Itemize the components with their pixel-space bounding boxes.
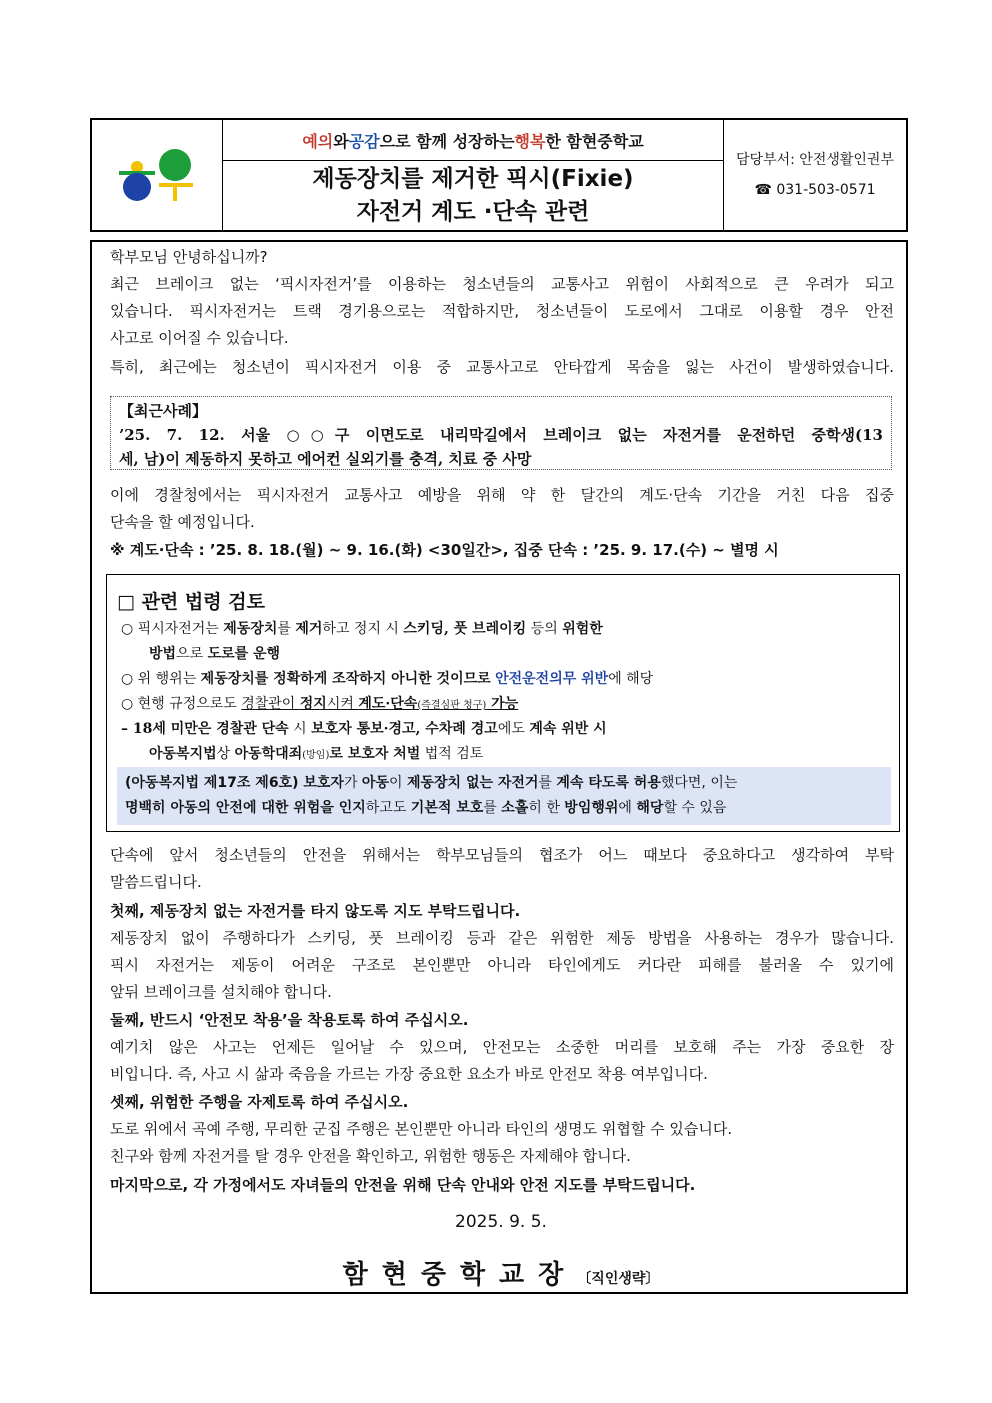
- title-line-1: 제동장치를 제거한 픽시(Fixie): [312, 165, 634, 192]
- callout-text: 소홀: [501, 800, 529, 816]
- law-text: 아동학대죄: [234, 746, 303, 762]
- school-logo-cell: [92, 120, 223, 230]
- intro-line: 있습니다. 픽시자전거는 트랙 경기용으로는 적합하지만, 청소년들이 도로에서 그대로 이용할 경우 안전: [110, 302, 894, 320]
- title-line-2: 자전거 계도 ·단속 관련: [356, 198, 590, 225]
- law-text: 를: [277, 621, 296, 637]
- intro-line: 최근 브레이크 없는 ‘픽시자전거’를 이용하는 청소년들의 교통사고 위험이 사회적으로 큰 우려가 되고: [110, 275, 894, 293]
- callout-text: 에: [618, 800, 637, 816]
- law-text: 아동복지법: [149, 746, 217, 762]
- slogan-text: 으로 함께 성장하는: [379, 131, 515, 151]
- request-line: 단속에 앞서 청소년들의 안전을 위해서는 학부모님들의 협조가 어느 때보다 중요하다고 생각하여 부탁: [110, 846, 894, 864]
- law-item-4-cont: [149, 742, 483, 768]
- callout-text: 가: [343, 775, 362, 791]
- first-request-line: 앞뒤 브레이크를 설치해야 합니다.: [110, 983, 332, 1001]
- callout-text: 히 한: [528, 800, 565, 816]
- document-header: [90, 118, 908, 232]
- slogan-text: 와: [333, 131, 349, 151]
- law-text: ○ 현행 규정으로도: [121, 696, 242, 712]
- second-request-line: 예기치 않은 사고는 언제든 일어날 수 있으며, 안전모는 소중한 머리를 보호해 주는 가장 중요한 장: [110, 1038, 894, 1056]
- signature-line: [92, 1254, 910, 1291]
- letter-body: [90, 240, 908, 1294]
- law-text: 시켜: [326, 696, 359, 712]
- callout-text: 를: [483, 800, 502, 816]
- law-text: 스키딩, 풋 브레이킹: [403, 621, 527, 637]
- third-request-line: 친구와 함께 자전거를 탈 경우 안전을 확인하고, 위험한 행동은 자제해야 합니다.: [110, 1147, 631, 1165]
- slogan-word-courtesy: 예의: [302, 131, 334, 151]
- law-text: 에 해당: [608, 671, 654, 687]
- intro-line: 특히, 최근에는 청소년이 픽시자전거 이용 중 교통사고로 안타깝게 목숨을 잃는 사건이 발생하였습니다.: [110, 358, 894, 376]
- law-text: 로: [329, 746, 348, 762]
- callout-text: 했다면, 이는: [660, 775, 738, 791]
- case-label: 【최근사례】: [119, 402, 207, 420]
- callout-text: 명백히 아동의 안전에 대한 위험을 인지: [125, 800, 366, 816]
- callout-text: 하고도: [365, 800, 411, 816]
- police-notice-line: 이에 경찰청에서는 픽시자전거 교통사고 예방을 위해 약 한 달간의 계도·단속 기간을 거친 다음 집중: [110, 486, 894, 504]
- law-text: 방법: [149, 646, 177, 662]
- third-request-heading: 셋째, 위험한 주행을 자제토록 하여 주십시오.: [110, 1093, 409, 1111]
- law-item-2: [121, 667, 653, 691]
- callout-text: (아동복지법 제17조 제6호) 보호자: [125, 775, 344, 791]
- law-text-small: (방임): [302, 750, 330, 761]
- slogan-word-empathy: 공감: [348, 131, 380, 151]
- law-text: 정지: [299, 696, 327, 712]
- first-request-heading: 첫째, 제동장치 없는 자전거를 타지 않도록 지도 부탁드립니다.: [110, 902, 521, 920]
- department-name: 담당부서: 안전생활인권부: [736, 152, 894, 168]
- third-request-line: 도로 위에서 곡예 주행, 무리한 군집 주행은 본인뿐만 아니라 타인의 생명도 위협할 수 있습니다.: [110, 1120, 733, 1138]
- intro-line: 사고로 이어질 수 있습니다.: [110, 329, 289, 347]
- law-text: 등의: [526, 621, 563, 637]
- law-review-box: [106, 574, 900, 832]
- law-text: 계도·단속: [358, 696, 418, 712]
- callout-line-2: [125, 796, 883, 821]
- law-text: 시: [288, 721, 312, 737]
- slogan-text: 한 함현중학교: [545, 131, 644, 151]
- law-text: 으로: [176, 646, 208, 662]
- law-review-title: □ 관련 법령 검토: [117, 591, 265, 613]
- callout-line-1: [125, 771, 883, 796]
- slogan-word-happy: 행복: [514, 131, 546, 151]
- law-item-1-cont: [149, 642, 280, 666]
- case-line: 세, 남)이 제동하지 못하고 에어컨 실외기를 충격, 치료 중 사망: [119, 450, 532, 468]
- law-item-1: [121, 617, 603, 641]
- title-cell: [223, 120, 724, 230]
- law-text: 위험한: [562, 621, 603, 637]
- callout-text: 제동장치 없는 자전거: [406, 775, 539, 791]
- child-welfare-callout: [117, 767, 891, 825]
- law-text: 보호자 통보·경고, 수차례 경고: [311, 721, 498, 737]
- letter-date: 2025. 9. 5.: [455, 1212, 547, 1232]
- callout-text: 계속 타도록 허용: [556, 775, 661, 791]
- second-request-line: 비입니다. 즉, 사고 시 삶과 죽음을 가르는 가장 중요한 요소가 바로 안전모 착용 여부입니다.: [110, 1065, 708, 1083]
- first-request-line: 픽시 자전거는 제동이 어려운 구조로 본인뿐만 아니라 타인에게도 커다란 피해를 불러올 수 있기에: [110, 956, 894, 974]
- case-line: ’25. 7. 12. 서울 ○○구 이면도로 내리막길에서 브레이크 없는 자전거를 운전하던 중학생(13: [119, 426, 883, 444]
- law-item-3: [121, 692, 518, 718]
- law-text: 경찰관이: [241, 696, 300, 712]
- law-text: – 18세 미만은: [121, 721, 217, 737]
- phone-number: ☎ 031-503-0571: [754, 182, 876, 198]
- callout-text: 를: [538, 775, 557, 791]
- first-request-line: 제동장치 없이 주행하다가 스키딩, 풋 브레이킹 등과 같은 위험한 제동 방법을 사용하는 경우가 많습니다.: [110, 929, 894, 947]
- school-slogan: [223, 120, 723, 161]
- law-text: 법적 검토: [420, 746, 484, 762]
- law-text-highlight: 안전운전의무 위반: [495, 671, 609, 687]
- law-text: 경찰관 단속: [216, 721, 289, 737]
- closing-request: 마지막으로, 각 가정에서도 자녀들의 안전을 위해 단속 안내와 안전 지도를 부탁드립니다.: [110, 1176, 696, 1194]
- callout-text: 할 수 있음: [663, 800, 727, 816]
- police-notice-line: 단속을 할 예정입니다.: [110, 513, 255, 531]
- law-text: 가능: [486, 696, 519, 712]
- recent-case-box: [110, 396, 892, 470]
- law-text: 제거: [295, 621, 323, 637]
- law-item-4: [121, 717, 607, 741]
- seal-omitted: 〔직인생략〕: [577, 1271, 660, 1287]
- law-text: 상: [216, 746, 235, 762]
- law-text: 보호자 처벌: [347, 746, 421, 762]
- callout-text: 해당: [636, 800, 664, 816]
- enforcement-period: ※ 계도·단속 : ’25. 8. 18.(월) ~ 9. 16.(화) <30일간>, 집중 단속 : ’25. 9. 17.(수) ~ 별명 시: [110, 541, 779, 559]
- callout-text: 이: [388, 775, 407, 791]
- greeting: 학부모님 안녕하십니까?: [110, 248, 268, 266]
- law-text: 도로를 운행: [207, 646, 281, 662]
- law-text-small: (즉결심판 청구): [417, 700, 487, 711]
- request-line: 말씀드립니다.: [110, 873, 202, 891]
- law-text: ○ 위 행위는: [121, 671, 201, 687]
- school-logo-icon: [115, 145, 199, 205]
- law-text: ○ 픽시자전거는: [121, 621, 224, 637]
- second-request-heading: 둘째, 반드시 ‘안전모 착용’을 착용토록 하여 주십시오.: [110, 1011, 469, 1029]
- principal-name: 함현중학교장: [342, 1260, 578, 1290]
- callout-text: 기본적 보호: [410, 800, 484, 816]
- callout-text: 아동: [361, 775, 389, 791]
- law-text: 제동장치: [223, 621, 278, 637]
- law-text: 하고 정지 시: [322, 621, 404, 637]
- law-text: 에도: [497, 721, 530, 737]
- callout-text: 방임행위: [564, 800, 619, 816]
- department-cell: [724, 120, 906, 230]
- document-title: [223, 161, 723, 230]
- law-text: 계속 위반 시: [529, 721, 607, 737]
- law-text: 제동장치를 정확하게 조작하지 아니한 것이므로: [200, 671, 491, 687]
